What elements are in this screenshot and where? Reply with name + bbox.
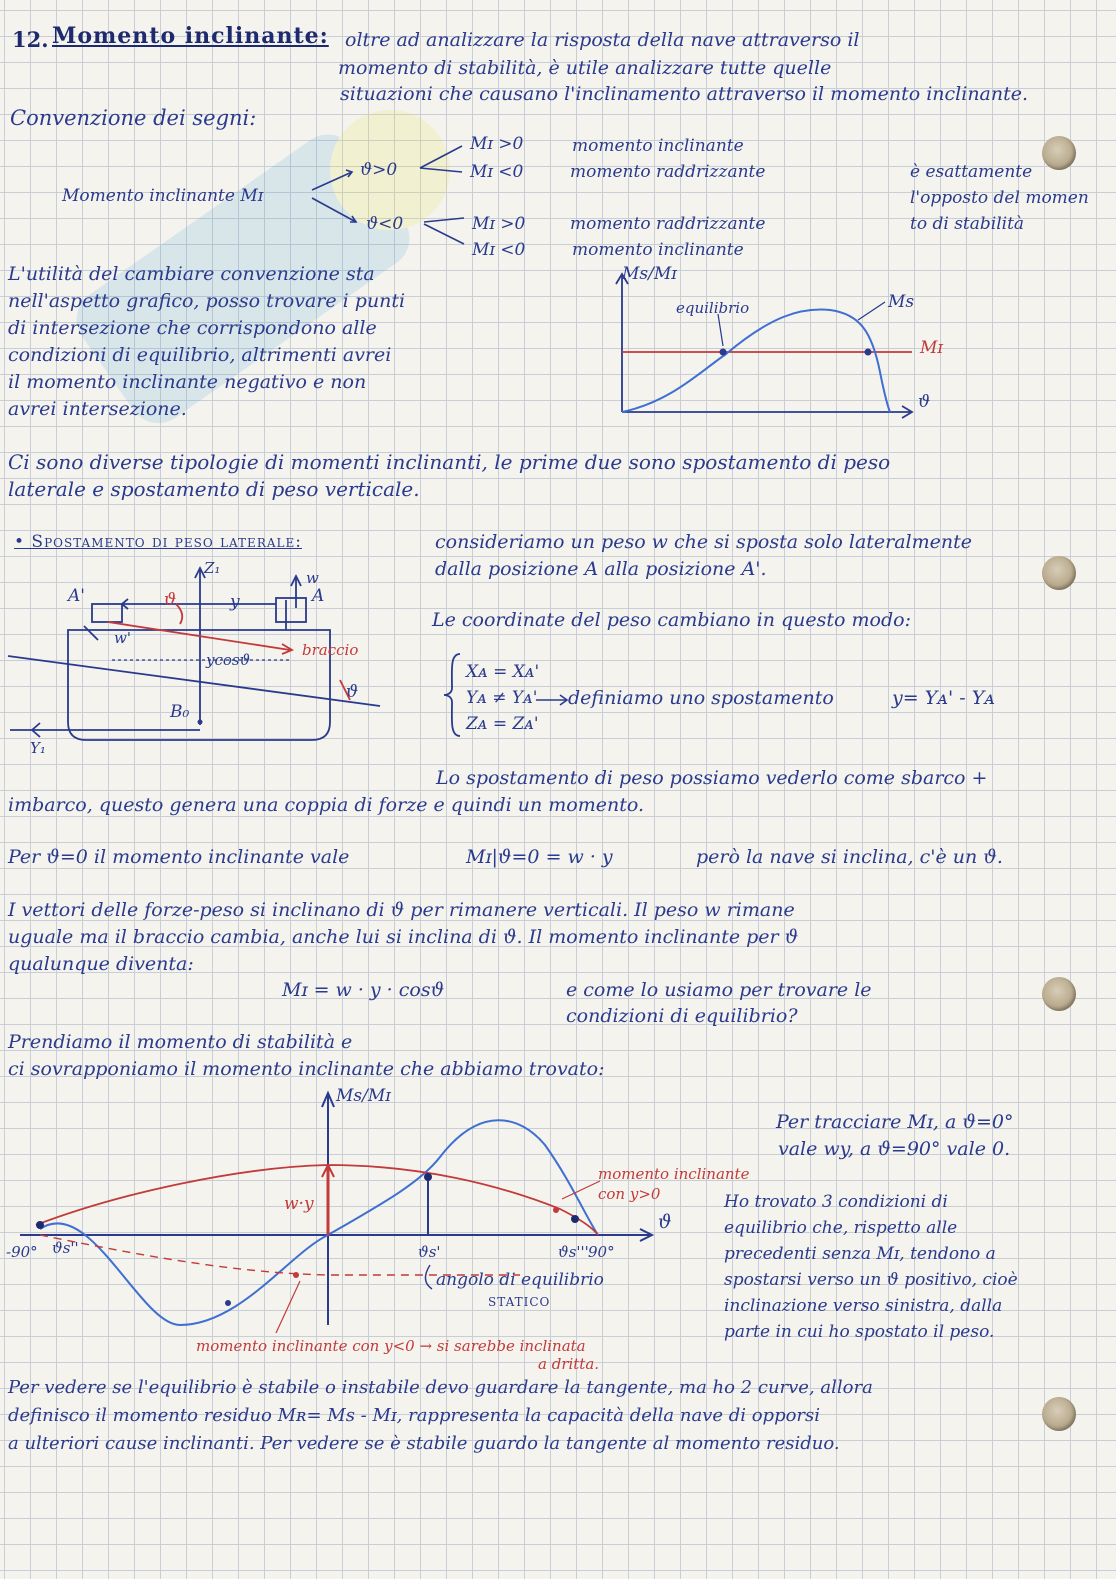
body-line-12: Prendiamo il momento di stabilità e	[8, 1031, 353, 1053]
arrow-icon	[534, 690, 570, 710]
body-line-13: ci sovrapponiamo il momento inclinante che abbiamo trovato:	[8, 1058, 605, 1080]
body-line-6: I vettori delle forze-peso si inclinano di ϑ per rimanere verticali. Il peso w rimane	[8, 899, 795, 921]
eq-definition: definiamo uno spostamento	[568, 687, 834, 709]
static-angle-1: angolo di equilibrio	[436, 1270, 604, 1290]
theta-positive: ϑ>0	[360, 160, 398, 180]
eq-x: Xᴀ = Xᴀ'	[466, 662, 540, 682]
mi-pos-label-1: momento inclinante	[598, 1165, 750, 1183]
label-a-prime: A'	[68, 586, 85, 606]
label-theta-side: ϑ	[346, 682, 359, 702]
convention-arrows	[0, 0, 1116, 280]
body-line-1: Lo spostamento di peso possiamo vederlo come sbarco +	[436, 767, 988, 789]
big-plot-ylabel: Ms/Mɪ	[336, 1086, 391, 1106]
label-ycos: ycosϑ	[206, 651, 251, 669]
side-line-5: precedenti senza Mɪ, tendono a	[724, 1244, 996, 1264]
page-title: Momento inclinante:	[52, 23, 329, 49]
punch-hole-icon	[1042, 977, 1076, 1011]
utility-line-3: di intersezione che corrispondono alle	[8, 317, 377, 339]
utility-line-2: nell'aspetto grafico, posso trovare i punti	[8, 290, 406, 312]
static-angle-2: STATICO	[488, 1295, 551, 1309]
utility-line-5: il momento inclinante negativo e non	[8, 371, 367, 393]
label-w: w	[306, 569, 319, 587]
eq-y-def: y= Yᴀ' - Yᴀ	[892, 687, 995, 709]
label-theta-top: ϑ	[164, 590, 177, 610]
side-line-2: vale wy, a ϑ=90° vale 0.	[778, 1138, 1011, 1160]
neg-gt: Mɪ >0	[472, 214, 526, 234]
ship-diagram	[0, 560, 400, 780]
final-line-2: definisco il momento residuo Mʀ= Ms - Mɪ, rappresenta la capacità della nave di opporsi	[8, 1405, 821, 1426]
label-y: y	[230, 592, 240, 612]
tick-theta-s1: ϑs'	[418, 1243, 441, 1261]
label-a: A	[312, 586, 325, 606]
final-line-3: a ulteriori cause inclinanti. Per vedere se è stabile guardo la tangente al momento residuo.	[8, 1433, 840, 1454]
utility-line-4: condizioni di equilibrio, altrimenti avrei	[8, 344, 392, 366]
small-plot-equilibrium: equilibrio	[676, 299, 750, 317]
types-line-2: laterale e spostamento di peso verticale.	[8, 477, 420, 501]
theta-negative: ϑ<0	[366, 214, 404, 234]
punch-hole-icon	[1042, 556, 1076, 590]
lateral-line-2: dalla posizione A alla posizione A'.	[435, 558, 767, 580]
body-line-2: imbarco, questo genera una coppia di forze e quindi un momento.	[8, 794, 645, 816]
side-line-6: spostarsi verso un ϑ positivo, cioè	[724, 1270, 1018, 1290]
eq-y: Yᴀ ≠ Yᴀ'	[466, 688, 538, 708]
equilibrium-point	[865, 349, 872, 356]
intro-line-1: oltre ad analizzare la risposta della nave attraverso il	[345, 29, 860, 51]
label-z1: Z₁	[204, 559, 221, 577]
label-w-prime: w'	[114, 629, 131, 647]
small-plot	[600, 262, 960, 432]
equilibrium-point	[424, 1173, 432, 1181]
body-line-4: Mɪ|ϑ=0 = w · y	[466, 846, 613, 868]
body-line-3: Per ϑ=0 il momento inclinante vale	[8, 846, 350, 868]
label-braccio: braccio	[302, 641, 359, 659]
side-line-3: Ho trovato 3 condizioni di	[724, 1192, 948, 1212]
equilibrium-point	[571, 1215, 579, 1223]
sign-convention-heading: Convenzione dei segni:	[10, 106, 257, 130]
small-plot-mi-label: Mɪ	[920, 338, 943, 358]
note-line-1: è esattamente	[910, 162, 1033, 182]
body-line-9: Mɪ = w · y · cosϑ	[282, 979, 445, 1001]
pos-lt-desc: momento raddrizzante	[570, 162, 766, 182]
mi-pos-label-2: con y>0	[598, 1185, 661, 1203]
ms-curve	[622, 310, 890, 412]
big-plot-wy: w·y	[284, 1194, 314, 1214]
neg-gt-desc: momento raddrizzante	[570, 214, 766, 234]
label-b0: B₀	[170, 702, 190, 722]
body-line-10: e come lo usiamo per trovare le	[566, 979, 872, 1001]
neg-lt-desc: momento inclinante	[572, 240, 744, 260]
body-line-8: qualunque diventa:	[8, 953, 194, 975]
intro-line-2: momento di stabilità, è utile analizzare tutte quelle	[338, 57, 832, 79]
equilibrium-point	[720, 349, 727, 356]
note-line-3: to di stabilità	[910, 214, 1025, 234]
pos-gt: Mɪ >0	[470, 134, 524, 154]
tick-neg90: -90°	[6, 1243, 38, 1261]
label-y1: Y₁	[30, 739, 46, 757]
lateral-line-1: consideriamo un peso w che si sposta solo lateralmente	[435, 531, 973, 553]
utility-line-1: L'utilità del cambiare convenzione sta	[8, 263, 375, 285]
tick-theta-s3: ϑs'''	[558, 1243, 589, 1261]
small-plot-ylabel: Ms/Mɪ	[622, 264, 677, 284]
mi-curve-positive	[36, 1165, 598, 1235]
equilibrium-point	[36, 1221, 44, 1229]
pos-lt: Mɪ <0	[470, 162, 524, 182]
small-plot-ms-label: Ms	[888, 292, 915, 312]
intro-line-3: situazioni che causano l'inclinamento attraverso il momento inclinante.	[340, 83, 1029, 105]
side-line-1: Per tracciare Mɪ, a ϑ=0°	[776, 1111, 1014, 1133]
neg-lt: Mɪ <0	[472, 240, 526, 260]
side-line-4: equilibrio che, rispetto alle	[724, 1218, 958, 1238]
eq-z: Zᴀ = Zᴀ'	[466, 714, 539, 734]
side-line-7: inclinazione verso sinistra, dalla	[724, 1296, 1003, 1316]
mi-neg-label: momento inclinante con y<0 → si sarebbe inclinata	[196, 1337, 586, 1355]
small-plot-xlabel: ϑ	[918, 392, 931, 412]
lateral-heading: • Spostamento di peso laterale:	[14, 532, 302, 552]
tick-pos90: 90°	[588, 1243, 615, 1261]
side-line-8: parte in cui ho spostato il peso.	[724, 1322, 995, 1342]
tick-theta-s2: ϑs''	[52, 1239, 79, 1257]
punch-hole-icon	[1042, 1397, 1076, 1431]
body-line-11: condizioni di equilibrio?	[566, 1005, 798, 1027]
convention-root: Momento inclinante Mɪ	[62, 186, 264, 206]
utility-line-6: avrei intersezione.	[8, 398, 187, 420]
body-line-5: però la nave si inclina, c'è un ϑ.	[696, 846, 1003, 868]
final-line-1: Per vedere se l'equilibrio è stabile o instabile devo guardare la tangente, ma ho 2 curve, allora	[8, 1377, 873, 1398]
section-number: 12.	[12, 27, 49, 52]
coords-intro: Le coordinate del peso cambiano in questo modo:	[432, 609, 911, 631]
pos-gt-desc: momento inclinante	[572, 136, 744, 156]
note-line-2: l'opposto del momen	[910, 188, 1089, 208]
mi-neg-label-2: a dritta.	[538, 1355, 600, 1373]
big-plot-xlabel: ϑ	[658, 1211, 672, 1233]
body-line-7: uguale ma il braccio cambia, anche lui si inclina di ϑ. Il momento inclinante per ϑ	[8, 926, 799, 948]
types-line-1: Ci sono diverse tipologie di momenti inclinanti, le prime due sono spostamento di peso	[8, 450, 891, 474]
